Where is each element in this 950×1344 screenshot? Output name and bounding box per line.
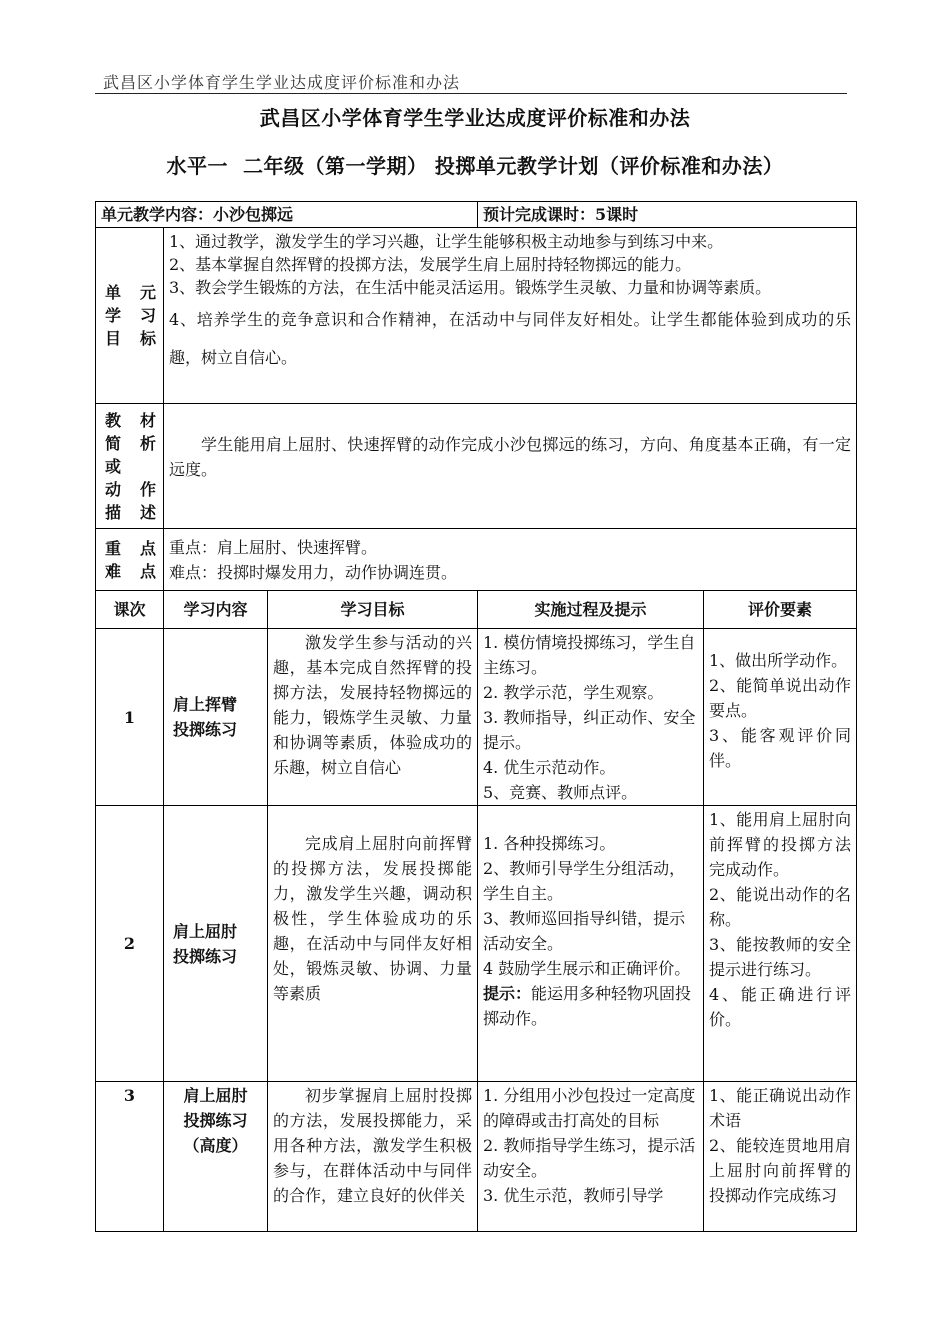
lesson-evaluation: 1、能正确说出动作术语 2、能较连贯地用肩上屈肘向前挥臂的投掷动作完成练习 [704,1082,857,1232]
goal-item: 2、基本掌握自然挥臂的投掷方法，发展学生肩上屈肘持轻物掷远的能力。 [169,255,692,274]
header-objective: 学习目标 [268,591,478,629]
goal-item: 3、教会学生锻炼的方法，在生活中能灵活运用。锻炼学生灵敏、力量和协调等素质。 [169,278,772,297]
lesson-evaluation: 1、能用肩上屈肘向前挥臂的投掷方法完成动作。 2、能说出动作的名称。 3、能按教师的安全提示进行练习。 4、能正确进行评价。 [704,806,857,1082]
lesson-content: 肩上挥臂 投掷练习 [164,629,268,806]
tip-label: 提示： [483,984,532,1003]
unit-info-row [96,202,857,228]
header-rule [95,93,847,94]
header-content: 学习内容 [164,591,268,629]
lesson-number: 2 [96,806,164,1082]
header-process: 实施过程及提示 [478,591,704,629]
document-subtitle: 水平一 二年级（第一学期） 投掷单元教学计划（评价标准和办法） [166,154,784,178]
lesson-content: 肩上屈肘 投掷练习 [164,806,268,1082]
material-label: 教 材 简 析 或 动 作 描 述 [96,404,164,529]
keypoints-text [164,529,857,591]
lesson-process: 1. 模仿情境投掷练习，学生自主练习。 2. 教学示范，学生观察。 3. 教师指导，纠正动作、安全提示。 4. 优生示范动作。 5、竞赛、教师点评。 [478,629,704,806]
material-text: 学生能用肩上屈肘、快速挥臂的动作完成小沙包掷远的练习，方向、角度基本正确，有一定远度。 [164,404,857,529]
lesson-objective: 激发学生参与活动的兴趣，基本完成自然挥臂的投掷方法，发展持轻物掷远的能力，锻炼学生灵敏、力量和协调等素质，体验成功的乐趣，树立自信心 [268,629,478,806]
lesson-row [96,1082,857,1232]
goal-item: 1、通过教学，激发学生的学习兴趣，让学生能够积极主动地参与到练习中来。 [169,232,724,251]
goals-label: 单 元 学 习 目 标 [96,228,164,404]
lesson-number: 3 [96,1082,164,1232]
unit-plan-table [95,201,857,1232]
document-title: 武昌区小学体育学生学业达成度评价标准和办法 [259,106,691,130]
keypoints-label: 重 点 难 点 [96,529,164,591]
lesson-header-row [96,591,857,629]
lesson-row [96,629,857,806]
unit-hours-cell: 预计完成课时：5课时 [478,202,857,228]
key-point: 重点：肩上屈肘、快速挥臂。 [169,537,378,557]
tip-text: 能运用多种轻物巩固投掷动作。 [483,984,692,1028]
lesson-objective: 初步掌握肩上屈肘投掷的方法，发展投掷能力，采用各种方法，激发学生积极参与，在群体活动中与同伴的合作，建立良好的伙伴关 [268,1082,478,1232]
goals-text [164,228,857,404]
lesson-number: 1 [96,629,164,806]
lesson-row [96,806,857,1082]
unit-goals-row [96,228,857,404]
lesson-process: 1. 分组用小沙包投过一定高度的障碍或击打高处的目标 2. 教师指导学生练习，提示活动安全。 3. 优生示范，教师引导学 [478,1082,704,1232]
header-lesson-number: 课次 [96,591,164,629]
lesson-content: 肩上屈肘 投掷练习 （高度） [164,1082,268,1232]
lesson-evaluation: 1、做出所学动作。 2、能简单说出动作要点。 3、能客观评价同伴。 [704,629,857,806]
difficulty-point: 难点：投掷时爆发用力，动作协调连贯。 [169,562,458,582]
material-row [96,404,857,529]
lesson-objective: 完成肩上屈肘向前挥臂的投掷方法，发展投掷能力，激发学生兴趣，调动积极性，学生体验成功的乐趣，在活动中与同伴友好相处，锻炼灵敏、协调、力量等素质 [268,806,478,1082]
goal-item: 4、培养学生的竞争意识和合作精神，在活动中与同伴友好相处。让学生都能体验到成功的乐趣，树立自信心。 [169,310,852,367]
unit-content-cell: 单元教学内容：小沙包掷远 [96,202,478,228]
running-header: 武昌区小学体育学生学业达成度评价标准和办法 [103,73,461,92]
header-evaluation: 评价要素 [704,591,857,629]
lesson-process: 1. 各种投掷练习。 2、教师引导学生分组活动，学生自主。 3、教师巡回指导纠错，提示活动安全。 4 鼓励学生展示和正确评价。 提示：能运用多种轻物巩固投掷动作。 [478,806,704,1082]
keypoints-row [96,529,857,591]
